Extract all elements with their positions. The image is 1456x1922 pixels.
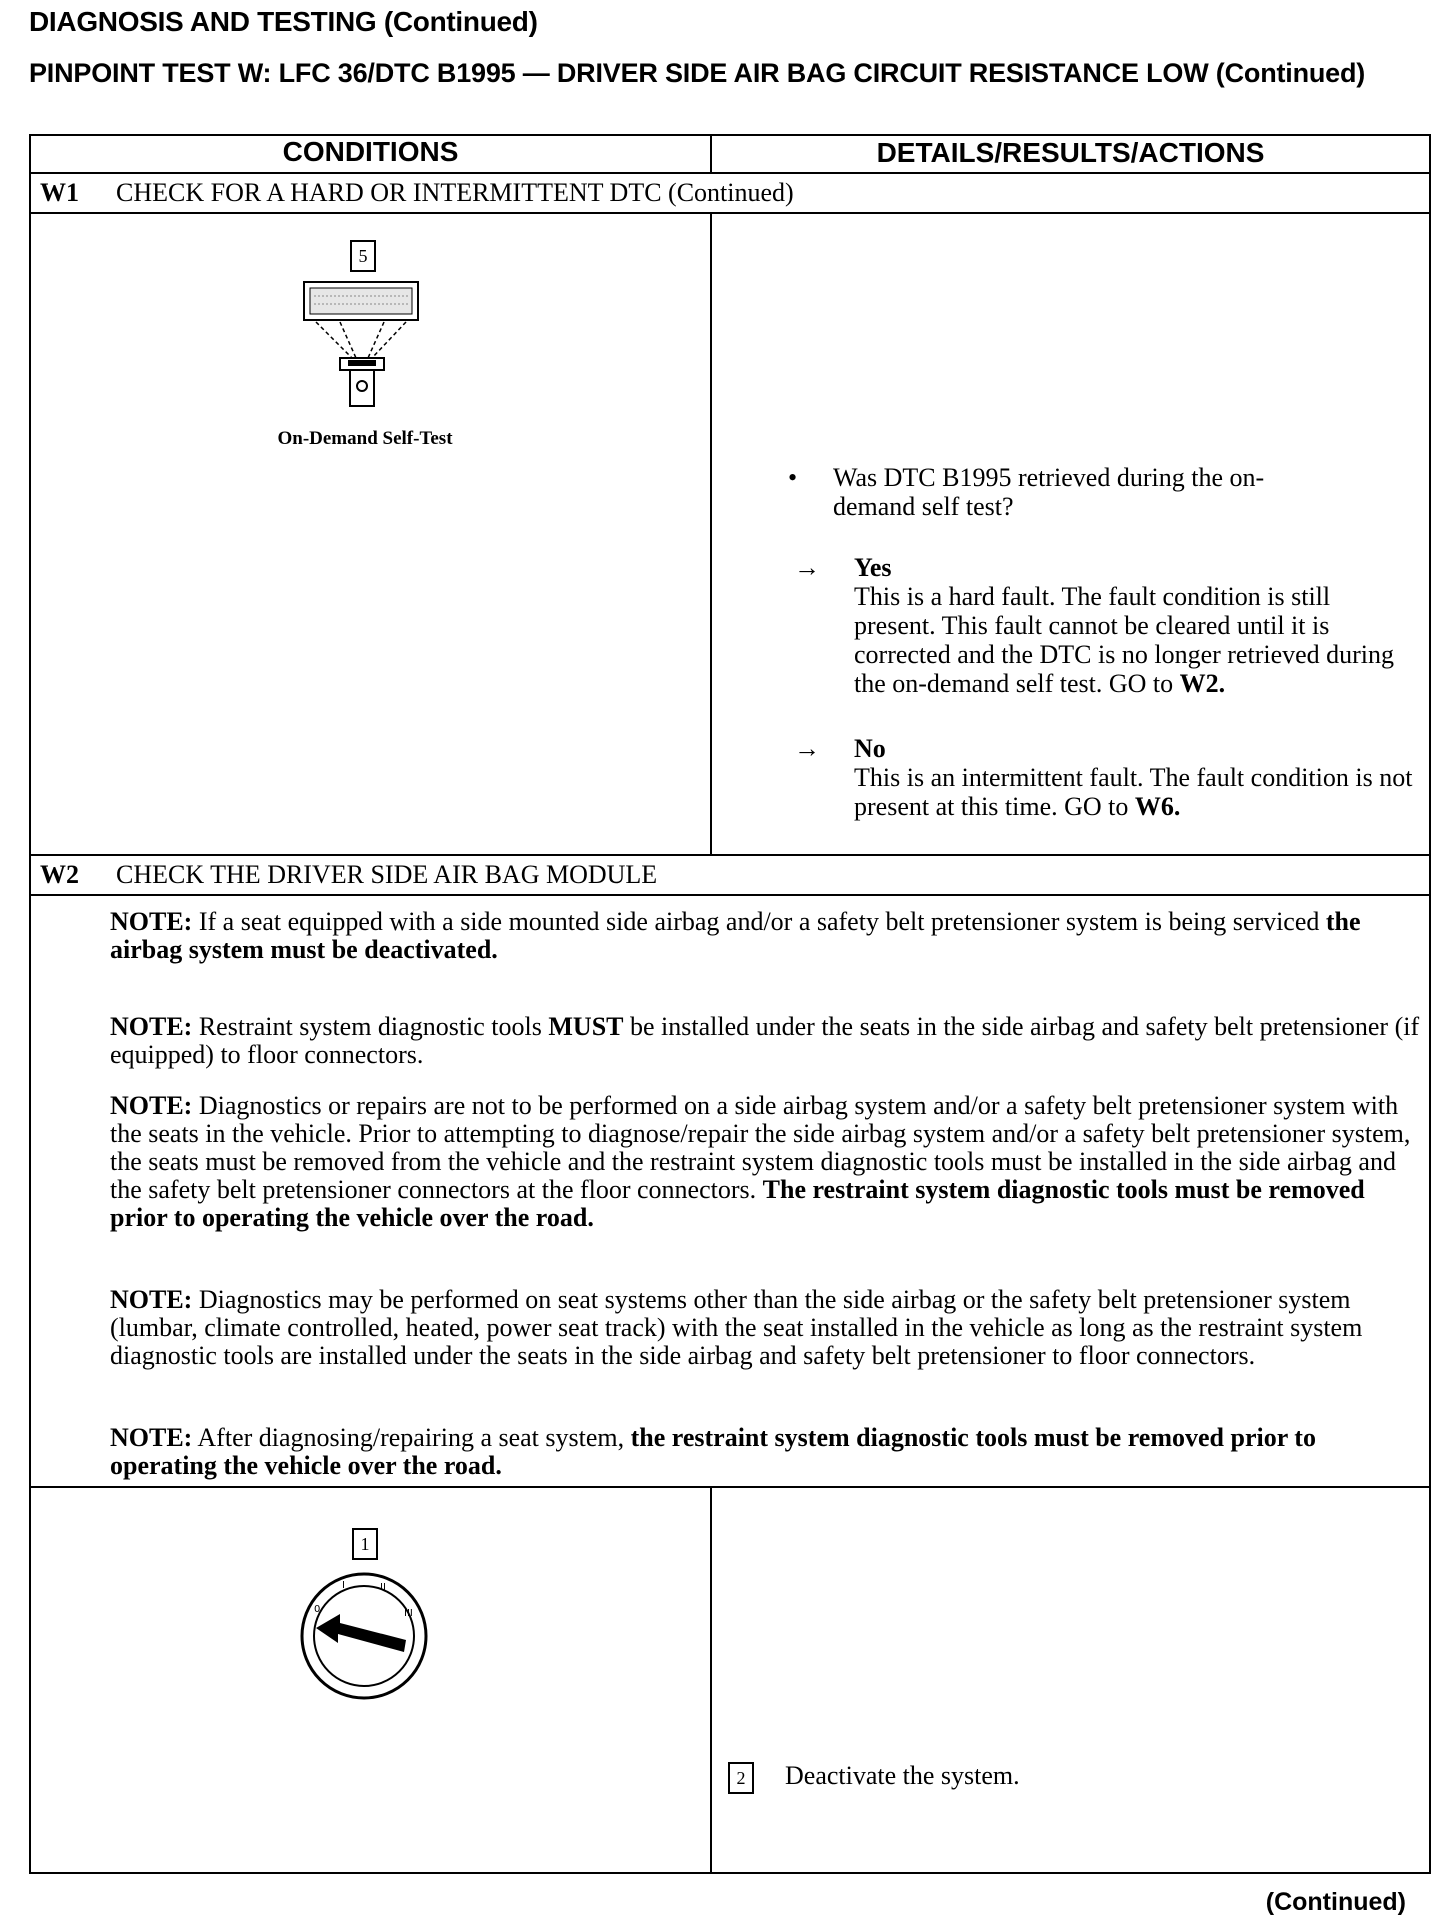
test-table <box>29 134 1431 1874</box>
note-deactivate <box>110 908 1420 964</box>
divider <box>29 894 1431 896</box>
divider <box>29 212 1431 214</box>
note-label: NOTE: <box>110 1012 193 1041</box>
note-emphasis: MUST <box>548 1012 624 1041</box>
step-w1-header <box>40 178 794 208</box>
divider <box>29 854 1431 856</box>
answer-yes <box>794 553 1424 703</box>
step-id: W1 <box>40 178 79 207</box>
column-header-conditions: CONDITIONS <box>282 136 459 167</box>
figure-caption: On-Demand Self-Test <box>277 428 453 449</box>
goto-link: W2. <box>1179 669 1226 698</box>
note-emphasis: the restraint system diagnostic tools must be removed prior to operating the vehicle over the road. <box>110 1423 1316 1480</box>
answer-no <box>794 734 1424 854</box>
question-text: Was DTC B1995 retrieved during the on-demand self test? <box>833 463 1265 521</box>
figure-number: 1 <box>352 1528 378 1560</box>
note-emphasis: The restraint system diagnostic tools must be removed prior to operating the vehicle over the road. <box>110 1175 1365 1232</box>
note-label: NOTE: <box>110 907 193 936</box>
answer-text: This is a hard fault. The fault condition is still present. This fault cannot be cleared until it is corrected and the DTC is no longer retrieved during the on-demand self test. GO to <box>854 582 1395 698</box>
note-text: Diagnostics or repairs are not to be performed on a side airbag system and/or a safety belt pretensioner system with the seats in the vehicle. Prior to attempting to diagnose/repair the side airbag system and/or a safety belt pretensioner system, the seats must be removed from the vehicle and the restraint system diagnostic tools must be installed in the side airbag and the safety belt pretensioner connectors at the floor connectors. <box>110 1091 1411 1204</box>
step-number: 2 <box>728 1762 754 1794</box>
self-test-scan-tool-icon <box>300 278 430 410</box>
note-emphasis: the airbag system must be deactivated. <box>110 907 1361 964</box>
step-id: W2 <box>40 860 79 889</box>
answer-text: This is an intermittent fault. The fault condition is not present at this time. GO to <box>854 763 1413 821</box>
continued-footer: (Continued) <box>1265 1888 1406 1916</box>
arrow-icon: → <box>794 553 820 582</box>
note-text: After diagnosing/repairing a seat system, <box>192 1423 631 1452</box>
answer-label: Yes <box>854 553 892 582</box>
answer-label: No <box>854 734 886 763</box>
action-text: Deactivate the system. <box>785 1761 1020 1790</box>
page-header-title: DIAGNOSIS AND TESTING (Continued) <box>29 6 538 37</box>
column-header-details: DETAILS/RESULTS/ACTIONS <box>876 137 1265 168</box>
note-label: NOTE: <box>110 1091 193 1120</box>
note-seats-removed <box>110 1092 1420 1232</box>
note-text: If a seat equipped with a side mounted side airbag and/or a safety belt pretensioner system is being serviced <box>192 907 1326 936</box>
step-title: CHECK FOR A HARD OR INTERMITTENT DTC (Continued) <box>116 178 794 207</box>
column-divider <box>710 1486 712 1874</box>
step-w2-header <box>40 860 657 890</box>
ignition-switch-icon <box>296 1568 432 1704</box>
note-after-repair <box>110 1424 1420 1480</box>
note-other-seat-systems <box>110 1286 1420 1370</box>
note-text: Restraint system diagnostic tools <box>192 1012 549 1041</box>
goto-link: W6. <box>1134 792 1181 821</box>
divider <box>29 1486 1431 1488</box>
note-label: NOTE: <box>110 1423 193 1452</box>
step-title: CHECK THE DRIVER SIDE AIR BAG MODULE <box>116 860 658 889</box>
arrow-icon: → <box>794 734 820 763</box>
ign-mark: I <box>342 1580 345 1591</box>
note-label: NOTE: <box>110 1285 193 1314</box>
bullet: • <box>788 463 798 492</box>
note-text: Diagnostics may be performed on seat systems other than the side airbag or the safety belt pretensioner system (lumbar, climate controlled, heated, power seat track) with the seat installed in the vehicle as long as the restraint system diagnostic tools are installed under the seats in the side airbag and safety belt pretensioner to floor connectors. <box>110 1285 1363 1370</box>
ign-mark: 0 <box>314 1604 321 1615</box>
note-tools-installed <box>110 1013 1420 1069</box>
ign-mark: II <box>380 1582 386 1593</box>
figure-number: 5 <box>350 240 376 272</box>
note-text: be installed under the seats in the side airbag and safety belt pretensioner (if equipped) to floor connectors. <box>110 1012 1420 1069</box>
ign-mark: III <box>404 1608 413 1619</box>
pinpoint-test-title: PINPOINT TEST W: LFC 36/DTC B1995 — DRIVER SIDE AIR BAG CIRCUIT RESISTANCE LOW (Continued) <box>29 58 1366 88</box>
column-divider <box>710 212 712 856</box>
divider <box>29 172 1431 174</box>
